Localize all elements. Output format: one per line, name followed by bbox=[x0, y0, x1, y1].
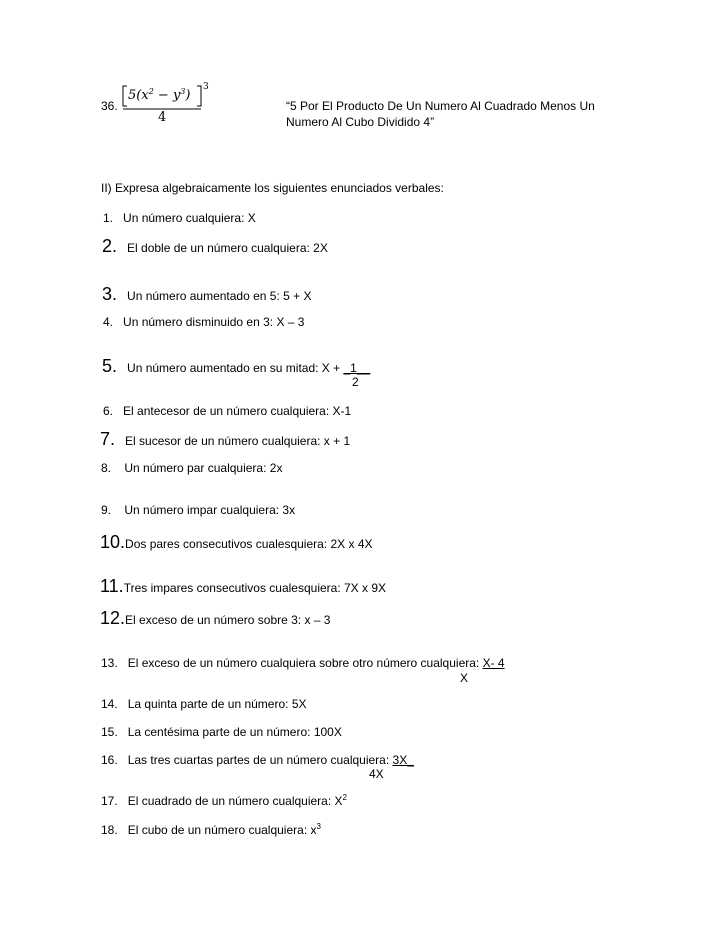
item-text: Un número aumentado en 5: 5 + X bbox=[127, 289, 312, 303]
item-text: Un número impar cualquiera: 3x bbox=[124, 503, 296, 517]
item-number: 4. bbox=[103, 315, 114, 329]
list-item-14 bbox=[101, 697, 307, 711]
item-36-quote-line2: Numero Al Cubo Dividido 4” bbox=[286, 115, 435, 129]
item-number: 5. bbox=[102, 356, 118, 376]
list-item-17 bbox=[101, 794, 347, 808]
item-number: 16. bbox=[101, 753, 118, 767]
formula-minus: − y bbox=[153, 88, 181, 103]
list-item-5 bbox=[102, 356, 370, 377]
list-item-1 bbox=[103, 211, 256, 225]
item-number: 8. bbox=[101, 461, 112, 475]
item-text: Tres impares consecutivos cualesquiera: 7X x 9X bbox=[123, 581, 387, 595]
list-item-12 bbox=[100, 608, 330, 629]
item-number: 10. bbox=[100, 532, 126, 552]
list-item-15 bbox=[101, 725, 342, 739]
item-text: Un número cualquiera: X bbox=[123, 211, 256, 225]
formula-exp2: 3 bbox=[180, 87, 186, 96]
item-text: El exceso de un número cualquiera sobre otro número cualquiera: bbox=[127, 656, 483, 670]
item-superscript: 2 bbox=[342, 793, 347, 802]
item-number: 2. bbox=[102, 236, 118, 256]
item-16-fraction-denominator: 4X bbox=[369, 767, 384, 781]
item-number: 6. bbox=[103, 404, 114, 418]
item-text: Un número aumentado en su mitad: X + bbox=[127, 361, 344, 375]
list-item-2 bbox=[102, 236, 328, 257]
list-item-4 bbox=[103, 315, 304, 329]
item-number: 1. bbox=[103, 211, 114, 225]
item-5-fraction-denominator: 2 bbox=[352, 375, 359, 389]
item-number: 18. bbox=[101, 823, 118, 837]
list-item-10 bbox=[100, 532, 373, 553]
item-superscript: 3 bbox=[316, 822, 321, 831]
item-text: El sucesor de un número cualquiera: x + 1 bbox=[125, 434, 351, 448]
formula-numerator bbox=[128, 88, 190, 103]
item-text: Un número disminuido en 3: X – 3 bbox=[123, 315, 305, 329]
item-36-number: 36. bbox=[101, 99, 118, 113]
item-text: Las tres cuartas partes de un número cualquiera: bbox=[127, 753, 393, 767]
formula-outer-exp: 3 bbox=[203, 82, 209, 92]
list-item-13 bbox=[101, 656, 505, 670]
formula-denominator: 4 bbox=[158, 110, 167, 125]
formula-exp1: 2 bbox=[148, 87, 154, 96]
item-text: El cuadrado de un número cualquiera: X bbox=[127, 794, 343, 808]
item-13-fraction-denominator: X bbox=[460, 671, 469, 685]
list-item-18 bbox=[101, 823, 321, 837]
item-number: 12. bbox=[100, 608, 126, 628]
item-text: Un número par cualquiera: 2x bbox=[124, 461, 283, 475]
fraction-numerator: X- 4 bbox=[482, 656, 505, 670]
item-text: El exceso de un número sobre 3: x – 3 bbox=[125, 613, 331, 627]
fraction-numerator: _1__ bbox=[343, 361, 371, 375]
section-heading: II) Expresa algebraicamente los siguientes enunciados verbales: bbox=[101, 181, 444, 195]
list-item-11 bbox=[100, 576, 386, 597]
item-number: 17. bbox=[101, 794, 118, 808]
item-number: 13. bbox=[101, 656, 118, 670]
item-36-formula bbox=[121, 84, 211, 124]
item-number: 9. bbox=[101, 503, 112, 517]
formula-close: ) bbox=[185, 88, 191, 103]
item-text: Dos pares consecutivos cualesquiera: 2X x 4X bbox=[125, 537, 373, 551]
fraction-numerator: 3X_ bbox=[392, 753, 414, 767]
item-text: La quinta parte de un número: 5X bbox=[127, 697, 307, 711]
item-text: La centésima parte de un número: 100X bbox=[127, 725, 342, 739]
item-number: 3. bbox=[102, 284, 118, 304]
list-item-8 bbox=[101, 461, 282, 475]
list-item-7 bbox=[100, 429, 350, 450]
item-text: El cubo de un número cualquiera: x bbox=[127, 823, 317, 837]
formula-base: 5(x bbox=[128, 88, 149, 103]
item-number: 7. bbox=[100, 429, 116, 449]
list-item-9 bbox=[101, 503, 295, 517]
item-number: 14. bbox=[101, 697, 118, 711]
list-item-6 bbox=[103, 404, 351, 418]
item-text: El doble de un número cualquiera: 2X bbox=[127, 241, 328, 255]
list-item-16 bbox=[101, 753, 414, 767]
item-number: 11. bbox=[100, 576, 124, 596]
item-text: El antecesor de un número cualquiera: X-1 bbox=[123, 404, 352, 418]
item-number: 15. bbox=[101, 725, 118, 739]
item-36-quote-line1: “5 Por El Producto De Un Numero Al Cuadrado Menos Un bbox=[286, 99, 595, 113]
list-item-3 bbox=[102, 284, 311, 305]
